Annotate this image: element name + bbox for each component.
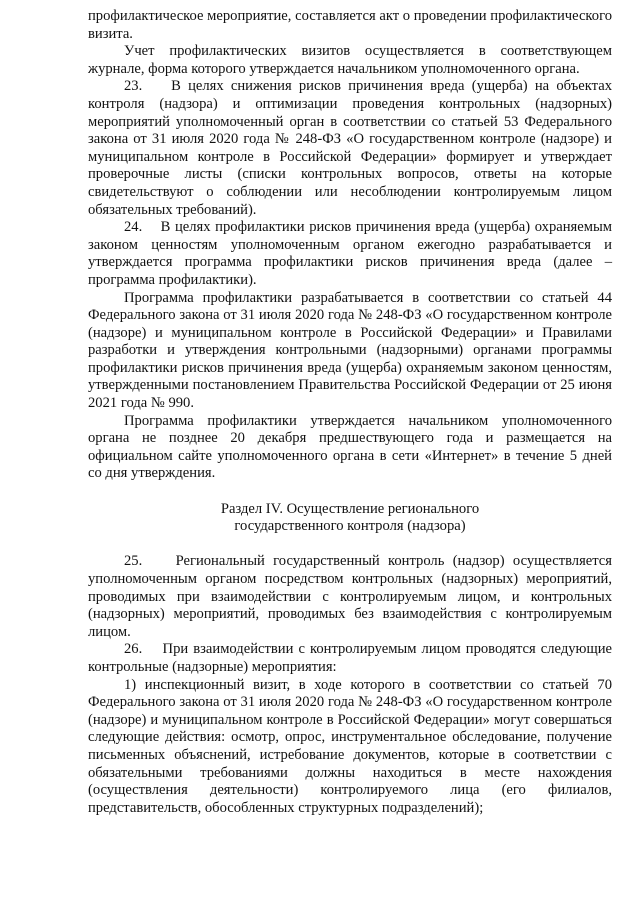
spacer bbox=[88, 483, 612, 501]
section-heading-line-2: государственного контроля (надзора) bbox=[234, 518, 466, 535]
paragraph-program-approval: Программа профилактики утверждается начальником уполномоченного органа не позднее 20 декабря предшествующего года и размещается на официальном сайте уполномоченного органа в сети «Интернет» в течение 5 дней со дня утверждения. bbox=[88, 412, 612, 482]
paragraph-program-development: Программа профилактики разрабатывается в соответствии со статьей 44 Федерального закона от 31 июля 2020 года № 248-ФЗ «О государственном контроле (надзоре) и муниципальном контроле в Российской Федерации» и Правилами разработки и утверждения контрольными (надзорными) органами программы профилактики рисков причинения вреда (ущерба) охраняемым законом ценностям, утвержденными постановлением Правительства Российской Федерации от 25 июня 2021 года № 990. bbox=[88, 289, 612, 412]
paragraph-26-item-1: 1) инспекционный визит, в ходе которого в соответствии со статьей 70 Федерального закона от 31 июля 2020 года № 248-ФЗ «О государственном контроле (надзоре) и муниципальном контроле в Российской Федерации» могут совершаться следующие действия: осмотр, опрос, инструментальное обследование, получение письменных объяснений, истребование документов, которые в соответствии с обязательными требованиями должны находиться в месте нахождения (осуществления деятельности) контролируемого лица (его филиалов, представительств, обособленных структурных подразделений); bbox=[88, 676, 612, 816]
paragraph-26: 26. При взаимодействии с контролируемым лицом проводятся следующие контрольные (надзорные) мероприятия: bbox=[88, 641, 612, 675]
document-page bbox=[88, 8, 612, 817]
spacer bbox=[88, 536, 612, 554]
paragraph-24: 24. В целях профилактики рисков причинения вреда (ущерба) охраняемым законом ценностям уполномоченным органом ежегодно разрабатывается и утверждается программа профилактики рисков причинения вреда (далее – программа профилактики). bbox=[88, 219, 612, 288]
section-heading-line-1: Раздел IV. Осуществление регионального bbox=[220, 500, 480, 517]
paragraph-visit-records: Учет профилактических визитов осуществляется в соответствующем журнале, форма которого утверждается начальником уполномоченного органа. bbox=[88, 43, 612, 77]
section-heading bbox=[88, 501, 612, 536]
paragraph-23: 23. В целях снижения рисков причинения вреда (ущерба) на объектах контроля (надзора) и оптимизации проведения контрольных (надзорных) мероприятий уполномоченный орган в соответствии со статьей 53 Федерального закона от 31 июля 2020 года № 248-ФЗ «О государственном контроле (надзоре) и муниципальном контроле в Российской Федерации» формирует и утверждает проверочные листы (списки контрольных вопросов, ответы на которые свидетельствуют о соблюдении или несоблюдении контролируемым лицом обязательных требований). bbox=[88, 78, 612, 218]
paragraph-25: 25. Региональный государственный контроль (надзор) осуществляется уполномоченным органом посредством контрольных (надзорных) мероприятий, проводимых при взаимодействии с контролируемым лицом, и контрольных (надзорных) мероприятий, проводимых без взаимодействия с контролируемым лицом. bbox=[88, 553, 612, 640]
paragraph-continuation: профилактическое мероприятие, составляется акт о проведении профилактического визита. bbox=[88, 8, 612, 42]
